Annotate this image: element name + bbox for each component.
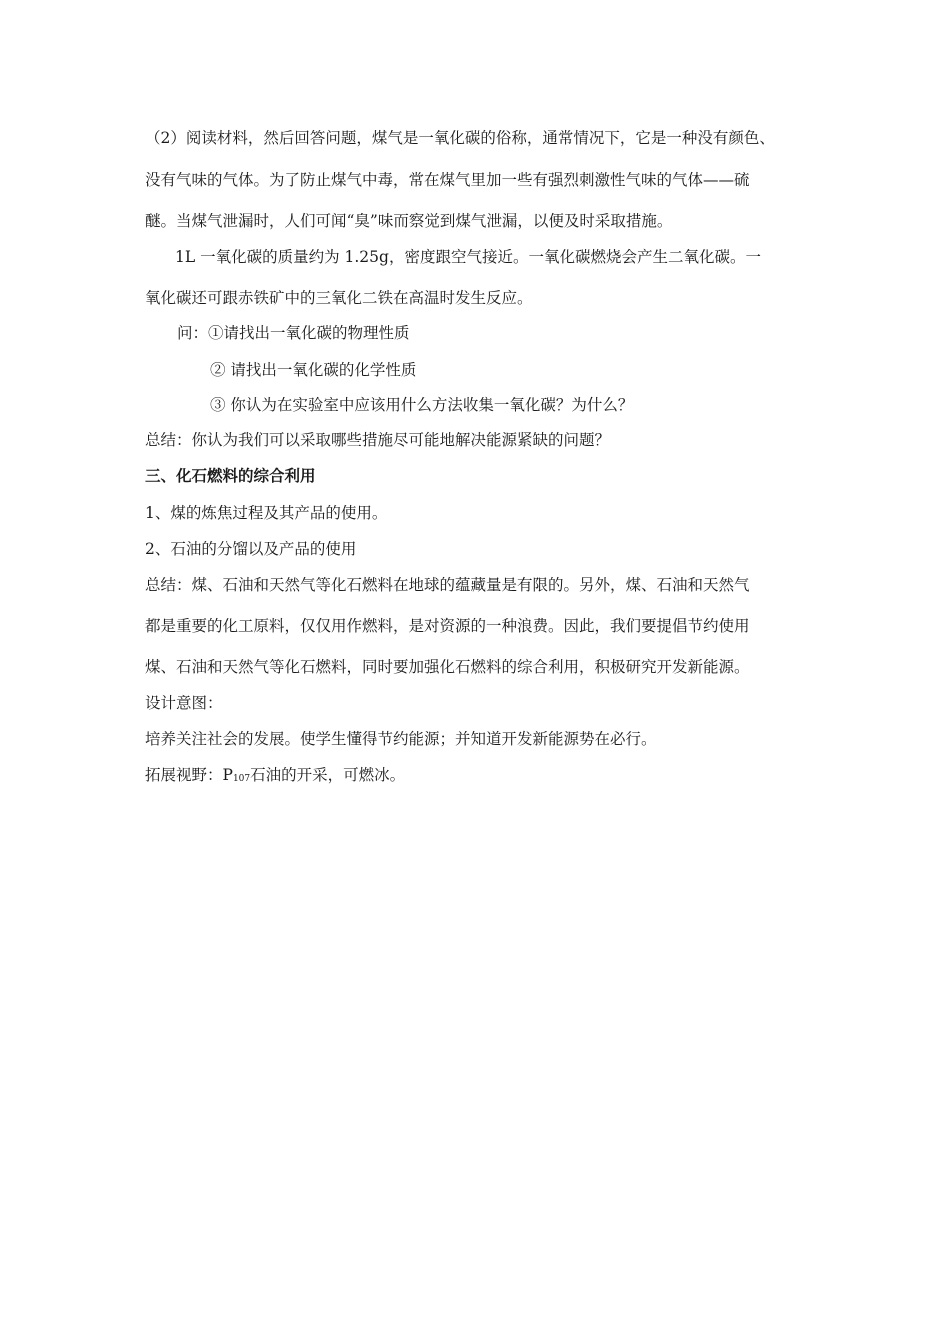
paragraph-line: 氧化碳还可跟赤铁矿中的三氧化二铁在高温时发生反应。 [145, 289, 533, 307]
list-item: 2、石油的分馏以及产品的使用 [145, 540, 357, 558]
paragraph-line: 1L 一氧化碳的质量约为 1.25g，密度跟空气接近。一氧化碳燃烧会产生二氧化碳。一 [175, 248, 761, 266]
summary-line: 总结：你认为我们可以采取哪些措施尽可能地解决能源紧缺的问题？ [145, 431, 611, 449]
summary-line: 总结：煤、石油和天然气等化石燃料在地球的蕴藏量是有限的。另外，煤、石油和天然气 [145, 576, 750, 594]
paragraph-line: 醚。当煤气泄漏时，人们可闻“臭”味而察觉到煤气泄漏，以便及时采取措施。 [145, 212, 673, 230]
list-item: 1、煤的炼焦过程及其产品的使用。 [145, 504, 388, 522]
paragraph-line: 煤、石油和天然气等化石燃料，同时要加强化石燃料的综合利用，积极研究开发新能源。 [145, 658, 750, 676]
extension-line [145, 765, 405, 789]
paragraph-line: 设计意图： [145, 694, 223, 712]
section-heading: 三、化石燃料的综合利用 [145, 467, 316, 485]
question-line: ② 请找出一氧化碳的化学性质 [210, 361, 417, 379]
question-line: ③ 你认为在实验室中应该用什么方法收集一氧化碳？为什么？ [210, 396, 634, 414]
paragraph-line: （2）阅读材料，然后回答问题，煤气是一氧化碳的俗称，通常情况下，它是一种没有颜色、 [145, 129, 775, 147]
question-line: 问：①请找出一氧化碳的物理性质 [177, 324, 410, 342]
paragraph-line: 都是重要的化工原料，仅仅用作燃料，是对资源的一种浪费。因此，我们要提倡节约使用 [145, 617, 750, 635]
paragraph-line: 没有气味的气体。为了防止煤气中毒，常在煤气里加一些有强烈刺激性气味的气体——硫 [145, 171, 750, 189]
page-subscript: 107 [232, 774, 251, 784]
extension-prefix: 拓展视野：P [145, 766, 233, 784]
paragraph-line: 培养关注社会的发展。使学生懂得节约能源；并知道开发新能源势在必行。 [145, 730, 657, 748]
extension-suffix: 石油的开采，可燃冰。 [250, 766, 406, 784]
